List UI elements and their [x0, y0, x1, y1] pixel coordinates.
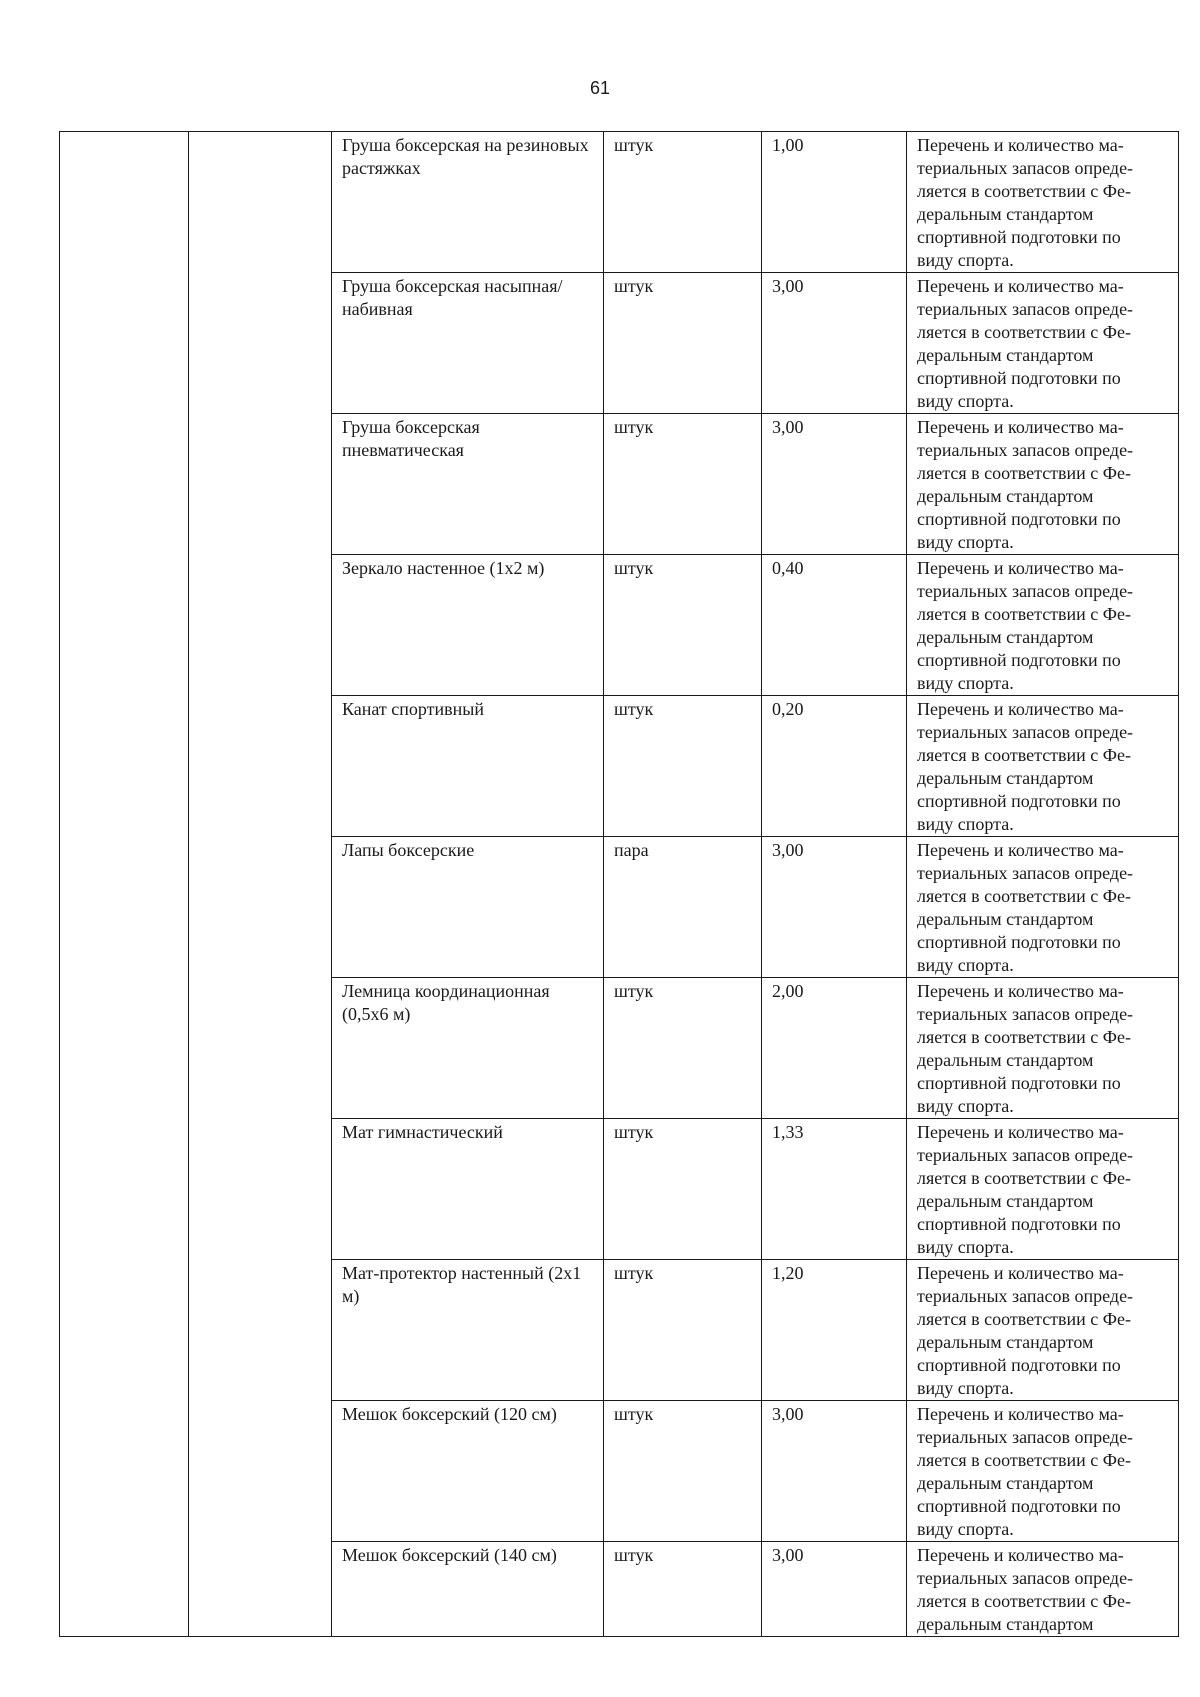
quantity-cell: 0,40: [762, 555, 907, 696]
equipment-table-body: [60, 132, 1179, 1637]
note-cell: Перечень и количество ма- териальных запасов опреде- ляется в соответствии с Фе- деральным стандартом спортивной подготовки по виду спорта.: [907, 414, 1179, 555]
note-cell: Перечень и количество ма- териальных запасов опреде- ляется в соответствии с Фе- деральным стандартом: [907, 1542, 1179, 1637]
quantity-cell: 1,20: [762, 1260, 907, 1401]
note-cell: Перечень и количество ма- териальных запасов опреде- ляется в соответствии с Фе- деральным стандартом спортивной подготовки по виду спорта.: [907, 555, 1179, 696]
quantity-cell: 3,00: [762, 1401, 907, 1542]
item-name-cell: Лапы боксерские: [332, 837, 604, 978]
unit-cell: пара: [604, 837, 762, 978]
unit-cell: штук: [604, 1542, 762, 1637]
note-cell: Перечень и количество ма- териальных запасов опреде- ляется в соответствии с Фе- деральным стандартом спортивной подготовки по виду спорта.: [907, 1119, 1179, 1260]
note-cell: Перечень и количество ма- териальных запасов опреде- ляется в соответствии с Фе- деральным стандартом спортивной подготовки по виду спорта.: [907, 132, 1179, 273]
unit-cell: штук: [604, 696, 762, 837]
item-name-cell: Канат спортивный: [332, 696, 604, 837]
quantity-cell: 3,00: [762, 273, 907, 414]
unit-cell: штук: [604, 1260, 762, 1401]
item-name-cell: Груша боксерская пневматическая: [332, 414, 604, 555]
item-name-cell: Мешок боксерский (120 см): [332, 1401, 604, 1542]
unit-cell: штук: [604, 1119, 762, 1260]
blank-cell-category: [189, 132, 332, 1637]
item-name-cell: Мешок боксерский (140 см): [332, 1542, 604, 1637]
quantity-cell: 1,33: [762, 1119, 907, 1260]
note-cell: Перечень и количество ма- териальных запасов опреде- ляется в соответствии с Фе- деральным стандартом спортивной подготовки по виду спорта.: [907, 696, 1179, 837]
unit-cell: штук: [604, 978, 762, 1119]
unit-cell: штук: [604, 414, 762, 555]
item-name-cell: Мат гимнастический: [332, 1119, 604, 1260]
item-name-cell: Груша боксерская насыпная/набивная: [332, 273, 604, 414]
equipment-table: [59, 131, 1179, 1637]
table-row: [60, 132, 1179, 273]
quantity-cell: 3,00: [762, 414, 907, 555]
item-name-cell: Лемница координационная (0,5х6 м): [332, 978, 604, 1119]
item-name-cell: Груша боксерская на резиновых растяжках: [332, 132, 604, 273]
quantity-cell: 0,20: [762, 696, 907, 837]
quantity-cell: 3,00: [762, 1542, 907, 1637]
note-cell: Перечень и количество ма- териальных запасов опреде- ляется в соответствии с Фе- деральным стандартом спортивной подготовки по виду спорта.: [907, 1401, 1179, 1542]
page-number: 61: [589, 78, 611, 98]
unit-cell: штук: [604, 132, 762, 273]
unit-cell: штук: [604, 1401, 762, 1542]
quantity-cell: 2,00: [762, 978, 907, 1119]
quantity-cell: 3,00: [762, 837, 907, 978]
unit-cell: штук: [604, 273, 762, 414]
note-cell: Перечень и количество ма- териальных запасов опреде- ляется в соответствии с Фе- деральным стандартом спортивной подготовки по виду спорта.: [907, 837, 1179, 978]
unit-cell: штук: [604, 555, 762, 696]
note-cell: Перечень и количество ма- териальных запасов опреде- ляется в соответствии с Фе- деральным стандартом спортивной подготовки по виду спорта.: [907, 1260, 1179, 1401]
note-cell: Перечень и количество ма- териальных запасов опреде- ляется в соответствии с Фе- деральным стандартом спортивной подготовки по виду спорта.: [907, 273, 1179, 414]
quantity-cell: 1,00: [762, 132, 907, 273]
item-name-cell: Мат-протектор настенный (2х1 м): [332, 1260, 604, 1401]
blank-cell-number: [60, 132, 189, 1637]
item-name-cell: Зеркало настенное (1х2 м): [332, 555, 604, 696]
note-cell: Перечень и количество ма- териальных запасов опреде- ляется в соответствии с Фе- деральным стандартом спортивной подготовки по виду спорта.: [907, 978, 1179, 1119]
